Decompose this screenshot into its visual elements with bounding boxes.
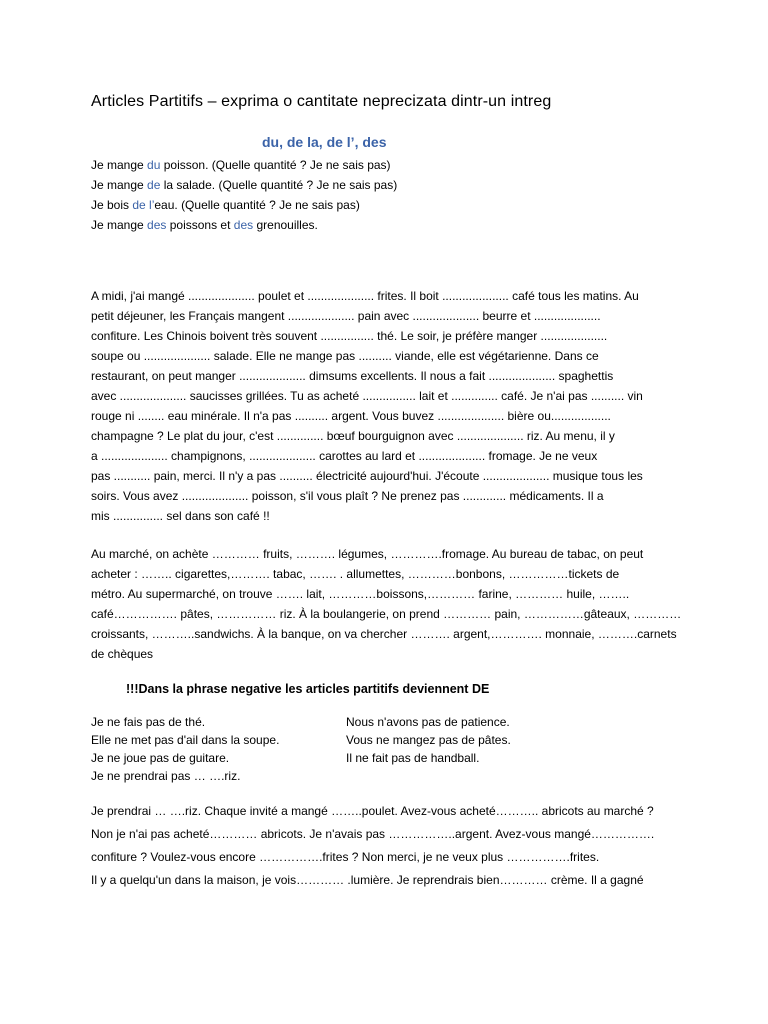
negative-example: Je ne fais pas de thé. [91, 715, 206, 729]
negative-examples-right [346, 713, 511, 767]
example-line: Je bois de l’eau. (Quelle quantité ? Je ne sais pas) [91, 198, 360, 212]
paragraph-line: restaurant, on peut manger .................... dimsums excellents. Il nous a fait .................... spaghettis [91, 369, 614, 383]
article-highlight: de [147, 178, 161, 192]
paragraph-line: Non je n'ai pas acheté………… abricots. Je n'avais pas ……………..argent. Avez-vous mangé……………. [91, 827, 655, 841]
article-highlight: de l’ [132, 198, 155, 212]
paragraph-line: acheter : …….. cigarettes,………. tabac, ……. . allumettes, …………bonbons, ……………tickets de [91, 567, 620, 581]
paragraph-line: croissants, ………..sandwichs. À la banque, on va chercher ………. argent,…………. monnaie, ……….carnets [91, 627, 677, 641]
paragraph-line: petit déjeuner, les Français mangent .................... pain avec .................... beurre et .................... [91, 309, 601, 323]
paragraph-line: rouge ni ........ eau minérale. Il n'a pas .......... argent. Vous buvez .................... bière ou.................. [91, 409, 611, 423]
negative-examples-left [91, 713, 279, 785]
example-line: Je mange de la salade. (Quelle quantité ? Je ne sais pas) [91, 178, 398, 192]
page-title: Articles Partitifs – exprima o cantitate neprecizata dintr-un intreg [91, 93, 552, 110]
paragraph-line: confiture ? Voulez-vous encore …………….frites ? Non merci, je ne veux plus …………….frites. [91, 850, 600, 864]
exercise-paragraph-1 [91, 286, 691, 526]
negative-example: Elle ne met pas d'ail dans la soupe. [91, 733, 280, 747]
paragraph-line: avec .................... saucisses grillées. Tu as acheté ................ lait et .............. café. Je n'ai pas .......... vin [91, 389, 643, 403]
article-highlight: du [147, 158, 161, 172]
example-line: Je mange des poissons et des grenouilles. [91, 218, 318, 232]
negative-example: Nous n'avons pas de patience. [346, 715, 510, 729]
exercise-paragraph-2 [91, 544, 691, 664]
paragraph-line: café……………. pâtes, …………… riz. À la boulangerie, on prend ………… pain, ……………gâteaux, ………… [91, 607, 682, 621]
paragraph-line: Au marché, on achète ………… fruits, ………. légumes, ………….fromage. Au bureau de tabac, on peut [91, 547, 644, 561]
negative-example: Je ne joue pas de guitare. [91, 751, 230, 765]
article-highlight: des [233, 218, 254, 232]
paragraph-line: mis ............... sel dans son café !! [91, 509, 270, 523]
paragraph-line: soupe ou .................... salade. Elle ne mange pas .......... viande, elle est végétarienne. Dans ce [91, 349, 599, 363]
subtitle: du, de la, de l’, des [262, 134, 387, 150]
paragraph-line: de chèques [91, 647, 154, 661]
negative-example: Je ne prendrai pas … ….riz. [91, 769, 241, 783]
negative-example: Il ne fait pas de handball. [346, 751, 480, 765]
paragraph-line: pas ........... pain, merci. Il n'y a pas .......... électricité aujourd'hui. J'écoute .................... musique tous les [91, 469, 643, 483]
negative-example: Vous ne mangez pas de pâtes. [346, 733, 511, 747]
negative-rule-heading: !!!Dans la phrase negative les articles partitifs deviennent DE [126, 682, 490, 696]
exercise-paragraph-3 [91, 802, 654, 894]
paragraph-line: A midi, j'ai mangé .................... poulet et .................... frites. Il boit .................... café tous les matins. Au [91, 289, 639, 303]
example-line: Je mange du poisson. (Quelle quantité ? Je ne sais pas) [91, 158, 391, 172]
paragraph-line: soirs. Vous avez .................... poisson, s'il vous plaît ? Ne prenez pas ............. médicaments. Il a [91, 489, 604, 503]
paragraph-line: a .................... champignons, .................... carottes au lard et .................... fromage. Je ne veux [91, 449, 598, 463]
paragraph-line: champagne ? Le plat du jour, c'est .............. bœuf bourguignon avec .................... riz. Au menu, il y [91, 429, 615, 443]
paragraph-line: Il y a quelqu'un dans la maison, je vois………… .lumière. Je reprendrais bien………… crème. Il a gagné [91, 873, 644, 887]
paragraph-line: métro. Au supermarché, on trouve ……. lait, …………boissons,………… farine, ………… huile, …….. [91, 587, 630, 601]
paragraph-line: Je prendrai … ….riz. Chaque invité a mangé ……..poulet. Avez-vous acheté……….. abricots au marché ? [91, 804, 654, 818]
article-highlight: des [147, 218, 167, 232]
paragraph-line: confiture. Les Chinois boivent très souvent ................ thé. Le soir, je préfère manger .................... [91, 329, 608, 343]
